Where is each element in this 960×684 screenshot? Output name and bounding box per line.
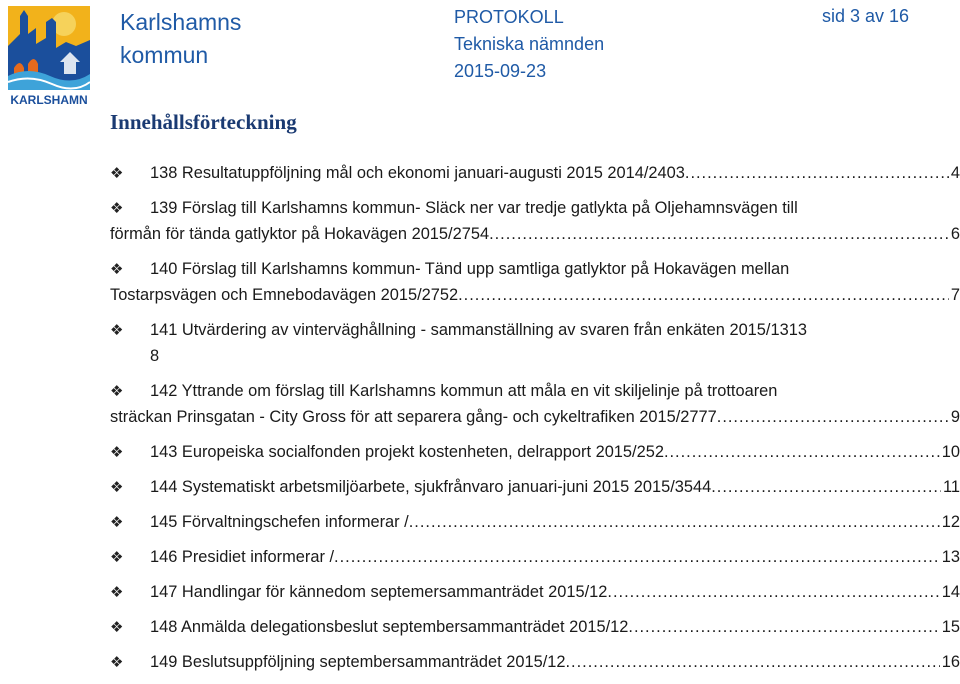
toc-entry[interactable] xyxy=(110,439,960,465)
toc-entry-page: 14 xyxy=(941,583,960,601)
dot-leader xyxy=(566,649,940,675)
toc-entry[interactable] xyxy=(110,195,960,247)
diamond-bullet-icon: ❖ xyxy=(110,548,124,566)
organization-line-2: kommun xyxy=(120,42,209,68)
toc-entry[interactable] xyxy=(110,509,960,535)
toc-entry[interactable] xyxy=(110,649,960,675)
toc-entry-page: 4 xyxy=(950,164,960,182)
toc-entry-title: 143 Europeiska socialfonden projekt kostenheten, delrapport 2015/252 xyxy=(150,443,664,461)
toc-entry-page: 16 xyxy=(941,653,960,671)
toc-entry-page: 7 xyxy=(950,286,960,304)
dot-leader xyxy=(489,221,949,247)
diamond-bullet-icon: ❖ xyxy=(110,653,124,671)
logo-wordmark: KARLSHAMN xyxy=(10,93,88,107)
toc-entry-title: 138 Resultatuppföljning mål och ekonomi januari-augusti 2015 2014/2403 xyxy=(150,164,685,182)
toc-entry-title: 149 Beslutsuppföljning septembersammanträdet 2015/12 xyxy=(150,653,566,671)
organization-line-1: Karlshamns xyxy=(120,9,242,35)
toc-entry[interactable] xyxy=(110,614,960,640)
diamond-bullet-icon: ❖ xyxy=(110,443,124,461)
toc-entry[interactable] xyxy=(110,474,960,500)
toc-entry-page: 15 xyxy=(941,618,960,636)
toc-list xyxy=(110,160,960,675)
toc-entry-page: 8 xyxy=(150,347,160,365)
karlshamn-logo xyxy=(6,4,92,108)
toc-entry-page: 13 xyxy=(941,548,960,566)
dot-leader xyxy=(685,160,949,186)
diamond-bullet-icon: ❖ xyxy=(110,260,124,278)
toc-entry-page: 6 xyxy=(950,225,960,243)
toc-entry-title: 144 Systematiskt arbetsmiljöarbete, sjukfrånvaro januari-juni 2015 2015/3544 xyxy=(150,478,712,496)
toc-entry-page: 11 xyxy=(942,478,960,496)
diamond-bullet-icon: ❖ xyxy=(110,321,124,339)
toc-entry[interactable] xyxy=(110,160,960,186)
document-type: PROTOKOLL xyxy=(454,7,564,27)
diamond-bullet-icon: ❖ xyxy=(110,618,124,636)
diamond-bullet-icon: ❖ xyxy=(110,583,124,601)
toc-entry-title: 145 Förvaltningschefen informerar / xyxy=(150,513,409,531)
toc-title: Innehållsförteckning xyxy=(110,110,297,134)
dot-leader xyxy=(334,544,940,570)
board-name: Tekniska nämnden xyxy=(454,34,605,54)
toc-entry-title: 147 Handlingar för kännedom septemersammanträdet 2015/12 xyxy=(150,583,608,601)
toc-entry-title-continued: förmån för tända gatlyktor på Hokavägen 2015/2754 xyxy=(110,225,490,243)
toc-entry-title: 140 Förslag till Karlshamns kommun- Tänd upp samtliga gatlyktor på Hokavägen mellan xyxy=(150,260,790,278)
dot-leader xyxy=(607,579,939,605)
toc-entry[interactable] xyxy=(110,317,960,369)
toc-entry[interactable] xyxy=(110,579,960,605)
diamond-bullet-icon: ❖ xyxy=(110,164,124,182)
organization-name xyxy=(120,6,241,72)
dot-leader xyxy=(409,509,940,535)
toc-entry[interactable] xyxy=(110,544,960,570)
diamond-bullet-icon: ❖ xyxy=(110,199,124,217)
diamond-bullet-icon: ❖ xyxy=(110,382,124,400)
toc-entry-title: 142 Yttrande om förslag till Karlshamns kommun att måla en vit skiljelinje på trottoaren xyxy=(150,382,778,400)
toc-entry-title: 146 Presidiet informerar / xyxy=(150,548,335,566)
toc-entry-page: 12 xyxy=(941,513,960,531)
toc-entry-title-continued: Tostarpsvägen och Emnebodavägen 2015/2752 xyxy=(110,286,459,304)
diamond-bullet-icon: ❖ xyxy=(110,478,124,496)
toc-entry-title: 141 Utvärdering av vinterväghållning - sammanställning av svaren från enkäten 2015/1313 xyxy=(150,321,807,339)
toc-entry-title: 148 Anmälda delegationsbeslut septembersammanträdet 2015/12 xyxy=(150,618,629,636)
dot-leader xyxy=(717,404,949,430)
toc-entry-page: 10 xyxy=(941,443,960,461)
page-number: sid 3 av 16 xyxy=(822,6,910,26)
toc-entry[interactable] xyxy=(110,256,960,308)
protocol-block xyxy=(454,4,604,85)
toc-entry[interactable] xyxy=(110,378,960,430)
dot-leader xyxy=(458,282,949,308)
diamond-bullet-icon: ❖ xyxy=(110,513,124,531)
meeting-date: 2015-09-23 xyxy=(454,61,547,81)
toc-entry-title: 139 Förslag till Karlshamns kommun- Släck ner var tredje gatlykta på Oljehamnsvägen till xyxy=(150,199,798,217)
dot-leader xyxy=(664,439,940,465)
dot-leader xyxy=(711,474,941,500)
toc-entry-page: 9 xyxy=(950,408,960,426)
dot-leader xyxy=(628,614,939,640)
toc-entry-title-continued: sträckan Prinsgatan - City Gross för att separera gång- och cykeltrafiken 2015/2777 xyxy=(110,408,717,426)
